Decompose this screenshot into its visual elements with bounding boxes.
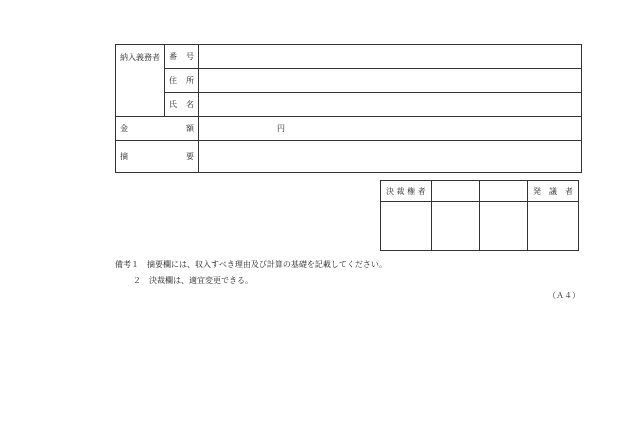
paper-size-label: （Ａ４） xyxy=(548,291,580,300)
note-2: ２ 決裁欄は、適宜変更できる。 xyxy=(133,276,253,285)
amount-unit: 円 xyxy=(277,124,285,133)
approval-header-blank-2 xyxy=(480,181,528,202)
number-label: 番 号 xyxy=(165,45,199,69)
decision-authority-label: 決 裁 権 者 xyxy=(381,181,432,202)
name-label: 氏 名 xyxy=(165,93,199,117)
approval-stamp-box-1[interactable] xyxy=(381,202,432,251)
address-label: 住 所 xyxy=(165,69,199,93)
approval-header-blank-1 xyxy=(432,181,480,202)
amount-field[interactable] xyxy=(199,117,582,141)
payment-form-table xyxy=(115,44,582,173)
payer-label: 納入義務者 xyxy=(116,45,165,117)
proposer-label: 発 議 者 xyxy=(528,181,579,202)
amount-label: 金 額 xyxy=(116,117,199,141)
name-field[interactable] xyxy=(199,93,582,117)
approval-stamp-box-4[interactable] xyxy=(528,202,579,251)
approval-table xyxy=(380,180,579,251)
note-1: 備考１ 摘要欄には、収入すべき理由及び計算の基礎を記載してください。 xyxy=(115,260,387,269)
summary-label: 摘 要 xyxy=(116,141,199,173)
approval-stamp-box-2[interactable] xyxy=(432,202,480,251)
number-field[interactable] xyxy=(199,45,582,69)
summary-field[interactable] xyxy=(199,141,582,173)
approval-stamp-box-3[interactable] xyxy=(480,202,528,251)
address-field[interactable] xyxy=(199,69,582,93)
